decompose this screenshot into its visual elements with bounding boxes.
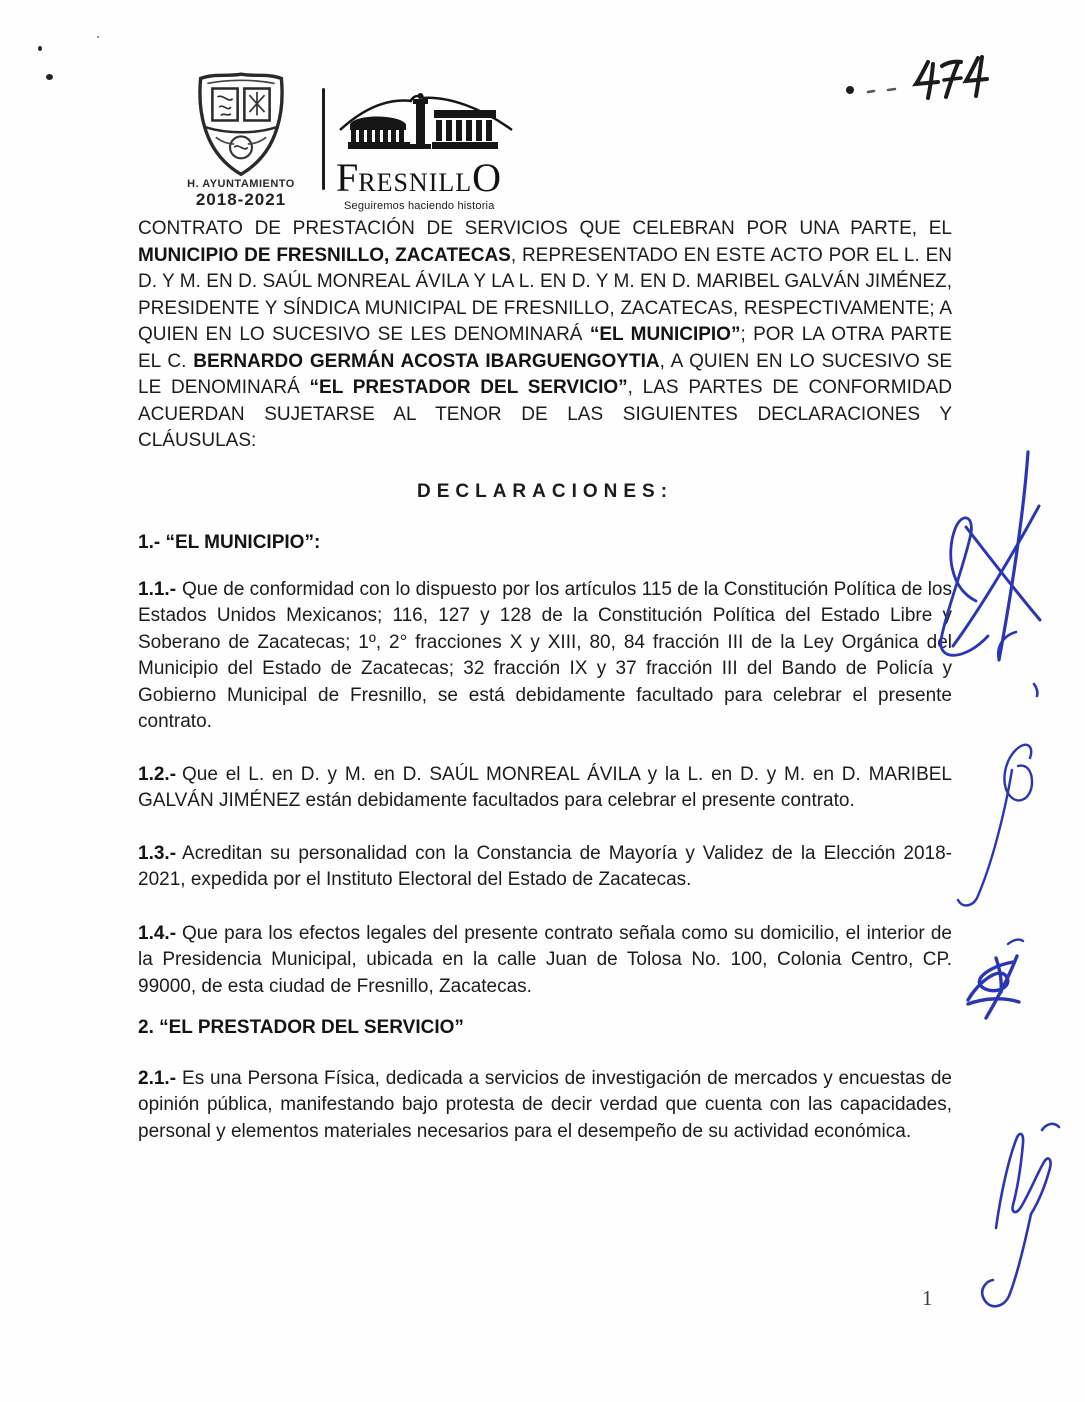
fresnillo-logo [336, 90, 522, 212]
paragraph-number: 1.4.- [138, 922, 177, 944]
paragraph-text: Es una Persona Física, dedicada a servicios de investigación de mercados y encuestas de opinión pública, manifestando bajo protesta de decir verdad que cuenta con las capacidades, personal y elementos materiales necesarios para el desempeño de su actividad económica. [138, 1067, 952, 1142]
paragraph-1-3 [138, 841, 952, 894]
paragraph-text: Que el L. en D. y M. en D. SAÚL MONREAL ÁVILA y la L. en D. y M. en D. MARIBEL GALVÁN JIMÉNEZ están debidamente facultados para celebrar el presente contrato. [138, 763, 952, 811]
paragraph-text: Que para los efectos legales del presente contrato señala como su domicilio, el interior de la Presidencia Municipal, ubicada en la calle Juan de Tolosa No. 100, Colonia Centro, CP. 99000, de esta ciudad de Fresnillo, Zacatecas. [138, 922, 952, 997]
intro-run: CONTRATO DE PRESTACIÓN DE SERVICIOS QUE CELEBRAN POR UNA PARTE, EL [138, 218, 952, 239]
handwritten-folio-number [830, 44, 1000, 106]
page-number: 1 [922, 1286, 933, 1310]
paragraph-text: Que de conformidad con lo dispuesto por los artículos 115 de la Constitución Política de los Estados Unidos Mexicanos; 116, 127 y 128 de la Constitución Política del Estado Libre y Soberano de Zacatecas; 1º, 2° fracciones X y XIII, 80, 84 fracción III de la Ley Orgánica del Municipio del Estado de Zacatecas; 32 fracción IX y 37 fracción III del Bando de Policía y Gobierno Municipal de Fresnillo, se está debidamente facultado para celebrar el presente contrato. [138, 578, 952, 732]
contract-intro-paragraph [138, 216, 952, 455]
signature-mark-4 [982, 1124, 1059, 1306]
municipal-crest-logo [168, 70, 314, 210]
fresnillo-wordmark [336, 155, 522, 200]
paragraph-number: 1.3.- [138, 842, 177, 864]
section-1-heading-text: 1.- “EL MUNICIPIO”: [138, 532, 321, 553]
paragraph-1-1 [138, 577, 952, 736]
signature-mark-3 [968, 956, 1019, 1018]
wordmark-middle: RESNILL [358, 168, 473, 197]
signature-mark-2 [958, 745, 1032, 906]
paragraph-number: 1.2.- [138, 763, 177, 785]
intro-run-bold: “EL MUNICIPIO” [589, 324, 741, 345]
fresnillo-monument-icon [336, 90, 518, 152]
paragraph-1-4 [138, 921, 952, 1001]
declarations-heading: DECLARACIONES: [416, 480, 674, 502]
crest-caption-term: 2018-2021 [195, 190, 287, 209]
paragraph-2-1 [138, 1066, 952, 1146]
crest-shield-icon [182, 70, 300, 176]
intro-run: , LAS PARTES DE CONFORMIDAD ACUERDAN SUJETARSE AL TENOR DE LAS SIGUIENTES DECLARACIONES Y CLÁUSULAS: [138, 377, 953, 451]
paragraph-1-2 [138, 762, 952, 815]
crest-caption-org: H. AYUNTAMIENTO [187, 178, 295, 190]
scan-speck [46, 74, 53, 80]
paragraph-number: 1.1.- [138, 578, 177, 600]
ink-tick-1 [1034, 684, 1037, 696]
scan-speck [38, 46, 42, 51]
intro-run: , A QUIEN EN LO SUCESIVO SE LE DENOMINARÁ [138, 350, 952, 398]
signature-mark-1 [941, 452, 1040, 660]
intro-run: , REPRESENTADO EN ESTE ACTO POR EL L. EN D. Y M. EN D. SAÚL MONREAL ÁVILA Y LA L. EN D. Y M. EN D. MARIBEL GALVÁN JIMÉNEZ, PRESIDENTE Y SÍNDICA MUNICIPAL DE FRESNILLO, ZACATECAS, RESPECTIVAMENTE; A QUIEN EN LO SUCESIVO SE LES DENOMINARÁ [138, 244, 952, 345]
document-body [138, 216, 952, 1145]
intro-run: ; POR LA OTRA PARTE EL C. [138, 324, 952, 372]
section-1-heading [138, 530, 952, 557]
wordmark-terminal: O [472, 155, 502, 200]
ink-dash-1 [1008, 940, 1023, 944]
logo-divider [322, 88, 325, 190]
intro-run-bold: “EL PRESTADOR DEL SERVICIO” [309, 377, 628, 398]
intro-run-bold: MUNICIPIO DE FRESNILLO, ZACATECAS [138, 244, 511, 266]
logo-tagline: Seguiremos haciendo historia [344, 200, 495, 212]
paragraph-number: 2.1.- [138, 1067, 177, 1089]
wordmark-initial: F [336, 155, 359, 200]
section-2-heading-text: 2. “EL PRESTADOR DEL SERVICIO” [138, 1017, 464, 1038]
scan-speck [97, 36, 99, 38]
section-2-heading [138, 1015, 952, 1042]
intro-run-bold: BERNARDO GERMÁN ACOSTA IBARGUENGOYTIA [193, 350, 660, 372]
paragraph-text: Acreditan su personalidad con la Constancia de Mayoría y Validez de la Elección 2018-2021, expedida por el Instituto Electoral del Estado de Zacatecas. [138, 842, 952, 890]
